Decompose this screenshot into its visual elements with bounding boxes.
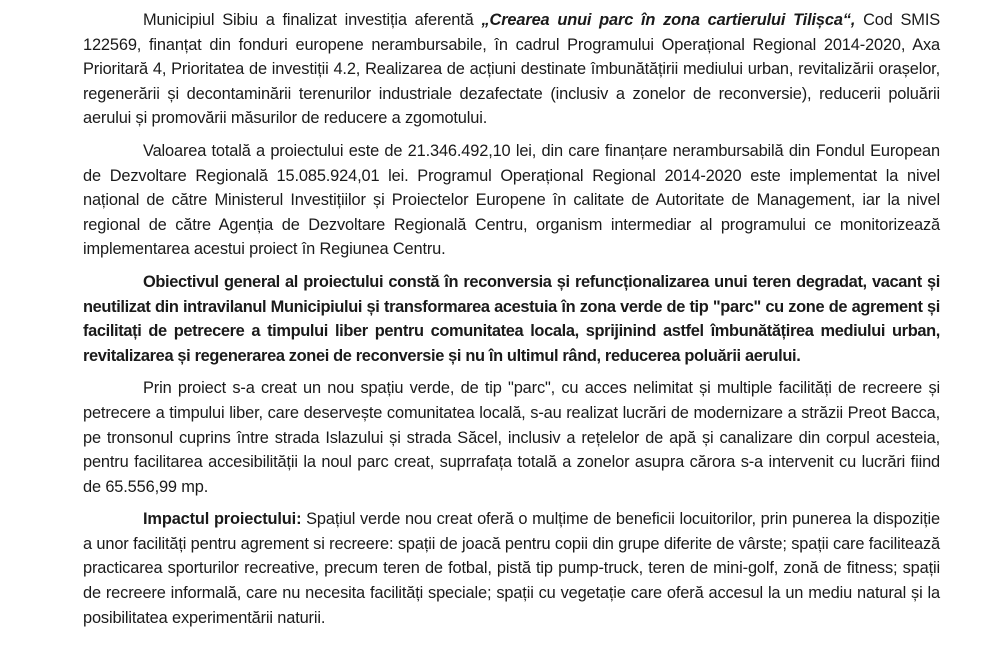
- impact-heading: Impactul proiectului:: [143, 510, 302, 529]
- paragraph-project-impact: [83, 507, 940, 630]
- paragraph-project-value: [83, 139, 940, 262]
- objective-text: Obiectivul general al proiectului constă în reconversia și refuncționalizarea unui teren degradat, vacant și neutilizat din intravilanul Municipiului și transformarea acestuia în zona verde de tip "parc" cu zone de agrement și facilitați de petrecere a timpului liber pentru comunitatea locala, sprijinind astfel îmbunătățirea mediului urban, revitalizarea și regenerarea zonei de reconversie și nu în ultimul rând, reducerea poluării aerului.: [83, 272, 940, 365]
- intro-text-body: Cod SMIS 122569, finanțat din fonduri europene nerambursabile, în cadrul Programului Operațional Regional 2014-2020, Axa Prioritară 4, Prioritatea de investiții 4.2, Realizarea de acțiuni destinate îmbunătățirii mediului urban, revitalizării orașelor, regenerării și decontaminării terenurilor industriale dezafectate (inclusiv a zonelor de reconversie), reducerii poluării aerului și promovării măsurilor de reducere a zgomotului.: [83, 11, 941, 128]
- paragraph-works-performed: [83, 376, 940, 499]
- paragraph-project-intro: [83, 8, 940, 131]
- value-text: Valoarea totală a proiectului este de 21.346.492,10 lei, din care finanțare nerambursabilă din Fondul European de Dezvoltare Regională 15.085.924,01 lei. Programul Operațional Regional 2014-2020 este implementat la nivel național de către Ministerul Investițiilor și Proiectelor Europene în calitate de Autoritate de Management, iar la nivel regional de către Agenția de Dezvoltare Regională Centru, organism intermediar al programului ce monitorizează implementarea acestui proiect în Regiunea Centru.: [83, 141, 940, 259]
- document-page: [83, 8, 940, 638]
- project-title: „Crearea unui parc în zona cartierului Tilișca“,: [481, 11, 856, 29]
- paragraph-general-objective: [83, 270, 940, 368]
- intro-text-lead: Municipiul Sibiu a finalizat investiția aferentă: [143, 11, 482, 29]
- impact-text: Spațiul verde nou creat oferă o mulțime de beneficii locuitorilor, prin punerea la dispoziție a unor facilități pentru agrement si recreere: spații de joacă pentru copii din grupe diferite de vârste; spații care facilitează practicarea sporturilor recreative, precum teren de fotbal, pistă tip pump-truck, teren de mini-golf, zonă de fitness; spații de recreere informală, care nu necesita facilități speciale; spații cu vegetație care oferă accesul la un mediu natural și la posibilitatea experimentării naturii.: [83, 510, 940, 627]
- works-text: Prin proiect s-a creat un nou spațiu verde, de tip "parc", cu acces nelimitat și multiple facilități de recreere și petrecere a timpului liber, care deservește comunitatea locală, s-au realizat lucrări de modernizare a străzii Preot Bacca, pe tronsonul cuprins între strada Islazului și strada Săcel, inclusiv a rețelelor de apă și canalizare din corpul acesteia, pentru facilitarea accesibilității la noul parc creat, suprrafața totală a zonelor asupra cărora s-a intervenit cu lucrări fiind de 65.556,99 mp.: [83, 379, 940, 496]
